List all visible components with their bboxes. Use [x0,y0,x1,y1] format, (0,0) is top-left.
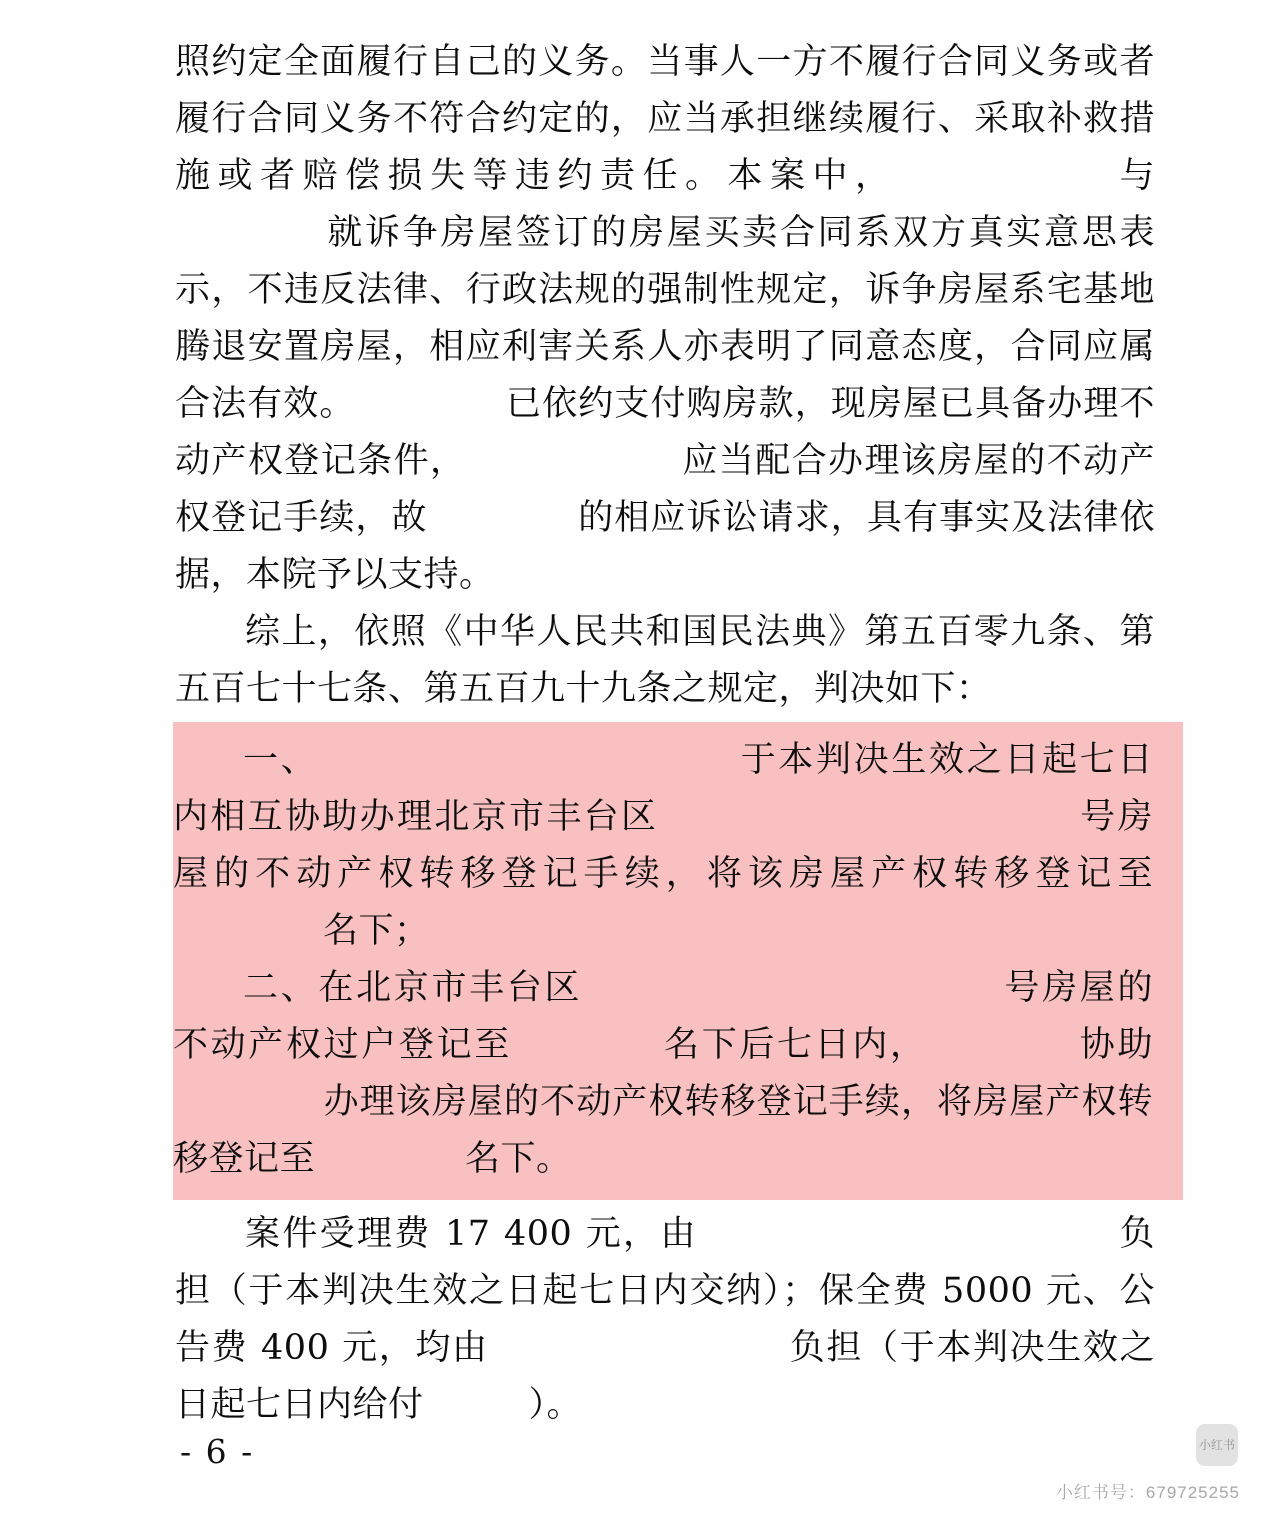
redacted-name-gap [175,205,325,262]
redacted-name-gap [428,490,578,547]
redacted-name-gap [315,1131,465,1188]
judgment-item-2: 二、在北京市丰台区 号房屋的不动产权过户登记至 名下后七日内， 协助 办理该房屋的不动产权转移登记手续，将房屋产权转移登记至 名下。 [173,960,1153,1188]
redacted-name-gap [928,1017,1078,1074]
redacted-name-gap [318,732,738,789]
redacted-name-gap [173,1074,323,1131]
redacted-name-gap [897,148,1112,205]
redacted-name-gap [698,1206,1118,1263]
paragraph-contract-liability: 照约定全面履行自己的义务。当事人一方不履行合同义务或者履行合同义务不符合约定的，应当承担继续履行、采取补救措施或者赔偿损失等违约责任。本案中， 与 就诉争房屋签订的房屋买卖合同系双方真实意思表示，不违反法律、行政法规的强制性规定，诉争房屋系宅基地腾退安置房屋，相应利害关系人亦表明了同意态度，合同应属合法有效。 已依约支付购房款，现房屋已具备办理不动产权登记条件， 应当配合办理该房屋的不动产权登记手续，故 的相应诉讼请求，具有事实及法律依据，本院予以支持。 [175,42,1155,595]
page-number: - 6 - [180,1432,255,1471]
watermark-account-text: 小红书号：679725255 [1055,1483,1240,1502]
paragraph-fees: 案件受理费 17 400 元，由 负担（于本判决生效之日起七日内交纳）；保全费 5000 元、公告费 400 元，均由 负担（于本判决生效之日起七日内给付 ）。 [175,1206,1155,1434]
redacted-name-gap [658,789,1078,846]
paragraph-conclusion-basis: 综上，依照《中华人民共和国民法典》第五百零九条、第五百七十七条、第五百九十九条之规定，判决如下： [175,612,1155,709]
redacted-name-gap [466,433,681,490]
redacted-name-gap [173,903,323,960]
redacted-name-gap [355,376,505,433]
redacted-name-gap [582,960,1002,1017]
redacted-name-gap [424,1377,529,1434]
watermark-logo-icon: 小红书 [1196,1424,1238,1466]
document-body [175,34,1155,1434]
judgment-items-highlight [173,722,1183,1200]
fees-section [175,1206,1155,1434]
redacted-name-gap [489,1320,789,1377]
redacted-name-gap [512,1017,662,1074]
judgment-item-1: 一、 于本判决生效之日起七日内相互协助办理北京市丰台区 号房屋的不动产权转移登记手续，将该房屋产权转移登记至 名下； [173,732,1153,960]
